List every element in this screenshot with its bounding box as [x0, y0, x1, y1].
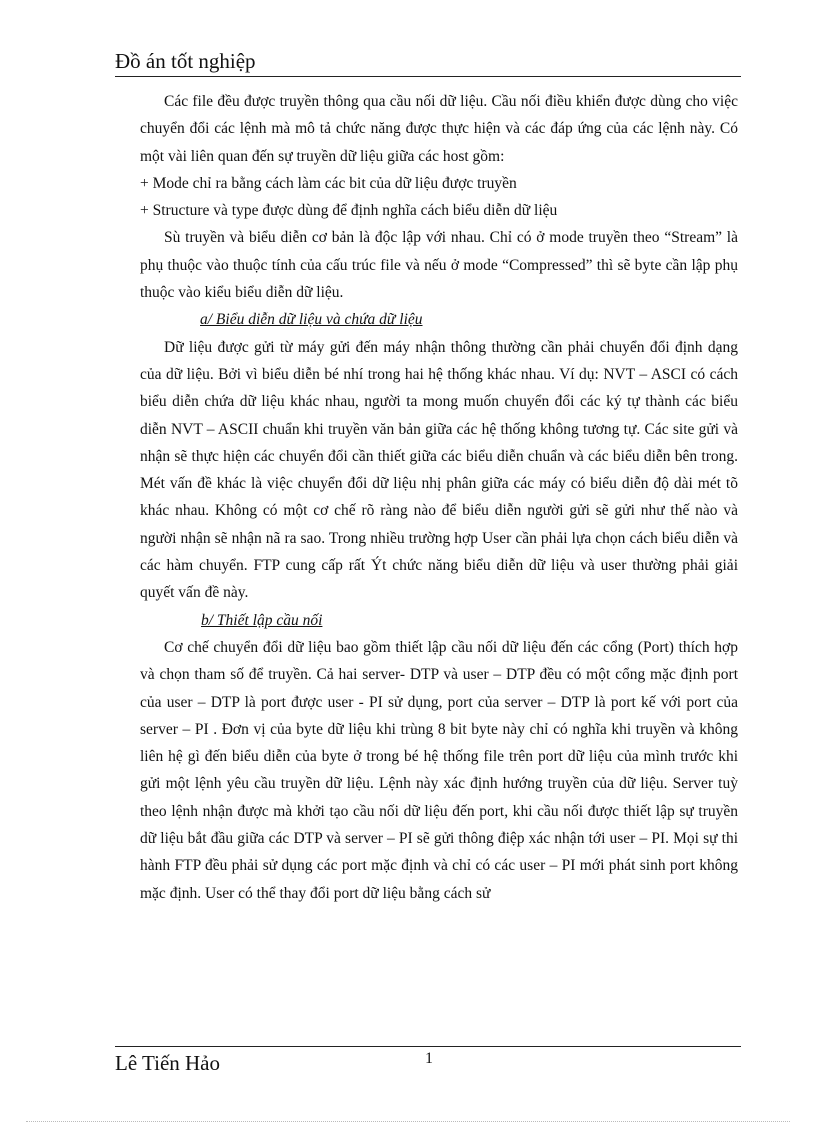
bullet-mode: + Mode chỉ ra bằng cách làm các bit của dữ liệu được truyền [140, 174, 517, 192]
paragraph-intro: Các file đều được truyền thông qua cầu nối dữ liệu. Cầu nối điều khiển được dùng cho việc chuyển đổi các lệnh mà mô tả chức năng được thực hiện và các đáp ứng của các lệnh này. Có một vài liên quan đến sự truyền dữ liệu giữa các host gồm: [140, 93, 738, 165]
header-title: Đồ án tốt nghiệp [115, 49, 256, 73]
page-bottom-border [26, 1121, 790, 1122]
paragraph-connection-setup: Cơ chế chuyển đổi dữ liệu bao gồm thiết lập cầu nối dữ liệu đến các cổng (Port) thích hợp và chọn tham số để truyền. Cả hai server- DTP và user – DTP đều có một cổng mặc định port của user – DTP là port được user - PI sử dụng, port của server – DTP là port kế với port của server – PI . Đơn vị của byte dữ liệu khi trùng 8 bit byte này chỉ có nghĩa khi truyền và không liên hệ gì đến biểu diễn của byte ở trong bé hệ thống file trên port dữ liệu của mình trước khi gửi một lệnh yêu cầu truyền dữ liệu. Lệnh này xác định hướng truyền của dữ liệu. Server tuỳ theo lệnh nhận được mà khởi tạo cầu nối dữ liệu đến port, khi cầu nối được thiết lập sự truyền dữ liệu bắt đầu giữa các DTP và server – PI sẽ gửi thông điệp xác nhận tới user – PI. Mọi sự thi hành FTP đều phải sử dụng các port mặc định và chỉ có các user – PI mới phát sinh port không mặc định. User có thể thay đổi port dữ liệu bằng cách sử [140, 638, 738, 902]
page-number: 1 [425, 1050, 433, 1067]
bullet-structure: + Structure và type được dùng để định nghĩa cách biểu diễn dữ liệu [140, 202, 558, 220]
footer-author: Lê Tiến Hảo [115, 1051, 220, 1075]
header-divider [115, 76, 741, 77]
section-heading-a: a/ Biểu diễn dữ liệu và chứa dữ liệu [200, 311, 423, 329]
section-heading-b: b/ Thiết lập cầu nối [201, 611, 323, 629]
footer-divider [115, 1046, 741, 1047]
paragraph-transfer-mode: Sù truyền và biểu diễn cơ bản là độc lập với nhau. Chỉ có ở mode truyền theo “Stream” là phụ thuộc vào thuộc tính của cấu trúc file và nếu ở mode “Compressed” thì sẽ byte cần lập phụ thuộc vào kiểu biểu diễn dữ liệu. [140, 229, 738, 302]
paragraph-data-representation: Dữ liệu được gửi từ máy gửi đến máy nhận thông thường cần phải chuyển đổi định dạng của dữ liệu. Bởi vì biểu diễn bé nhí trong hai hệ thống khác nhau. Ví dụ: NVT – ASCI có cách biểu diễn chứa dữ liệu khác nhau, người ta mong muốn chuyển đổi các ký tự thành các biểu diễn NVT – ASCII chuẩn khi truyền văn bản giữa các hệ thống không tương tự. Các site gửi và nhận sẽ thực hiện các chuyển đổi cần thiết giữa các biểu diễn chuẩn và các biểu diễn bên trong. Mét vấn đề khác là việc chuyển đổi dữ liệu nhị phân giữa các máy có biểu diễn độ dài mét tõ khác nhau. Không có một cơ chế rõ ràng nào để biểu diễn người gửi sẽ gửi như thế nào và người nhận sẽ nhận nã ra sao. Trong nhiều trường hợp User cần phải lựa chọn cách biểu diễn và các hàm chuyển. FTP cung cấp rất Ýt chức năng biểu diễn dữ liệu và user thường phải giải quyết vấn đề này. [140, 338, 738, 602]
document-body [140, 88, 738, 907]
